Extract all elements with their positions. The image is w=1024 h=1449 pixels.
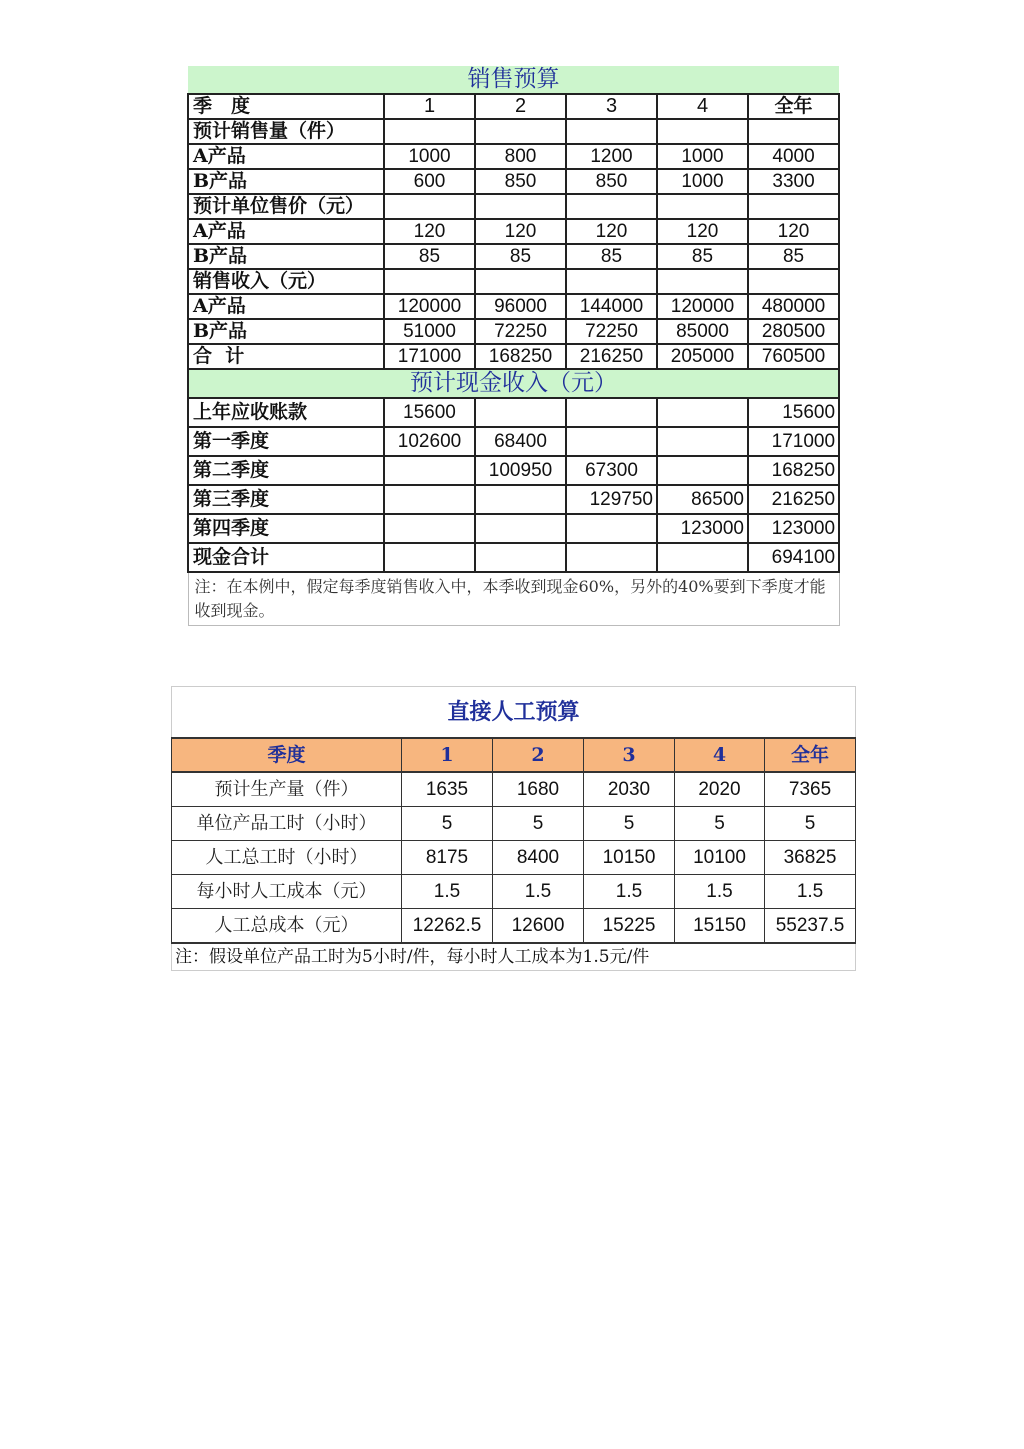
- table-row: [188, 514, 839, 543]
- cell: 36825: [765, 841, 856, 875]
- row-label: A产品: [188, 144, 384, 169]
- cell: 1000: [657, 144, 748, 169]
- cell: 129750: [566, 485, 657, 514]
- row-label: 人工总工时（小时）: [172, 841, 402, 875]
- cell: 102600: [384, 427, 475, 456]
- cell: [475, 543, 566, 572]
- table-row: [188, 319, 839, 344]
- cell: 100950: [475, 456, 566, 485]
- cell: [475, 514, 566, 543]
- cell: 120: [566, 219, 657, 244]
- cell: 120000: [384, 294, 475, 319]
- cell: 760500: [748, 344, 839, 369]
- row-label: 单位产品工时（小时）: [172, 807, 402, 841]
- cell: [384, 543, 475, 572]
- cell: 1.5: [765, 875, 856, 909]
- cell: 1000: [657, 169, 748, 194]
- header-cell: 3: [566, 94, 657, 119]
- cell: 51000: [384, 319, 475, 344]
- total-row: [188, 543, 839, 572]
- cell: 5: [675, 807, 765, 841]
- row-label: A产品: [188, 219, 384, 244]
- cell: 1.5: [584, 875, 675, 909]
- cell: 2030: [584, 772, 675, 807]
- table-row: [188, 169, 839, 194]
- row-label: 预计生产量（件）: [172, 772, 402, 807]
- row-label: B产品: [188, 319, 384, 344]
- cell: 171000: [748, 427, 839, 456]
- table-row: [188, 398, 839, 427]
- cell: 8400: [493, 841, 584, 875]
- cell: 144000: [566, 294, 657, 319]
- section-row: [188, 119, 839, 144]
- cell: 15600: [748, 398, 839, 427]
- sales-budget-table: [187, 66, 840, 626]
- row-label: 每小时人工成本（元）: [172, 875, 402, 909]
- row-label: 上年应收账款: [188, 398, 384, 427]
- cell: 123000: [657, 514, 748, 543]
- cell: 68400: [475, 427, 566, 456]
- cell: 15225: [584, 909, 675, 944]
- sales-header-row: [188, 94, 839, 119]
- cell: 15600: [384, 398, 475, 427]
- cell: 3300: [748, 169, 839, 194]
- row-label: B产品: [188, 244, 384, 269]
- cell: 85: [475, 244, 566, 269]
- cell: 2020: [675, 772, 765, 807]
- table-row: [172, 841, 856, 875]
- cell: 12600: [493, 909, 584, 944]
- cell: 1.5: [493, 875, 584, 909]
- cell: 4000: [748, 144, 839, 169]
- cell: 5: [584, 807, 675, 841]
- cell: 1635: [402, 772, 493, 807]
- row-label: 第三季度: [188, 485, 384, 514]
- section-label: 预计单位售价（元）: [188, 194, 384, 219]
- sales-budget-title: 销售预算: [188, 66, 839, 94]
- cell: 55237.5: [765, 909, 856, 944]
- row-label: 第四季度: [188, 514, 384, 543]
- cell: 5: [402, 807, 493, 841]
- cell: 85: [657, 244, 748, 269]
- cell: 1680: [493, 772, 584, 807]
- row-label: 人工总成本（元）: [172, 909, 402, 944]
- cell: 1200: [566, 144, 657, 169]
- cell: [566, 514, 657, 543]
- labor-header-row: [172, 738, 856, 772]
- section-label: 销售收入（元）: [188, 269, 384, 294]
- cell: 85000: [657, 319, 748, 344]
- cell: 1000: [384, 144, 475, 169]
- cell: [657, 456, 748, 485]
- table-row: [188, 427, 839, 456]
- cell: [475, 398, 566, 427]
- cell: 85: [384, 244, 475, 269]
- table-row: [172, 909, 856, 944]
- cell: [657, 543, 748, 572]
- table-row: [172, 875, 856, 909]
- cell: 120: [384, 219, 475, 244]
- table-row: [188, 485, 839, 514]
- section-label: 预计销售量（件）: [188, 119, 384, 144]
- section-row: [188, 194, 839, 219]
- header-cell: 1: [384, 94, 475, 119]
- header-cell: 全年: [748, 94, 839, 119]
- row-label: 第二季度: [188, 456, 384, 485]
- cell: 800: [475, 144, 566, 169]
- cell: 480000: [748, 294, 839, 319]
- cash-receipts-title: 预计现金收入（元）: [188, 369, 839, 398]
- cell: 850: [566, 169, 657, 194]
- cell: 205000: [657, 344, 748, 369]
- header-cell: 全年: [765, 738, 856, 772]
- table-row: [188, 244, 839, 269]
- header-cell: 2: [493, 738, 584, 772]
- cell: 1.5: [402, 875, 493, 909]
- header-cell: 季 度: [188, 94, 384, 119]
- header-cell: 4: [675, 738, 765, 772]
- table-row: [188, 144, 839, 169]
- table-row: [172, 807, 856, 841]
- cell: 72250: [475, 319, 566, 344]
- labor-budget-table: [171, 686, 856, 971]
- cell: 72250: [566, 319, 657, 344]
- row-label: 合 计: [188, 344, 384, 369]
- cell: 120000: [657, 294, 748, 319]
- cell: 67300: [566, 456, 657, 485]
- cell: [566, 427, 657, 456]
- row-label: B产品: [188, 169, 384, 194]
- cell: [475, 485, 566, 514]
- cell: [384, 485, 475, 514]
- cell: [657, 398, 748, 427]
- labor-note: 注：假设单位产品工时为5小时/件，每小时人工成本为1.5元/件: [172, 943, 856, 971]
- cell: 120: [475, 219, 566, 244]
- cell: 10150: [584, 841, 675, 875]
- cell: [657, 427, 748, 456]
- cell: 7365: [765, 772, 856, 807]
- cell: 86500: [657, 485, 748, 514]
- cell: 123000: [748, 514, 839, 543]
- cell: [566, 398, 657, 427]
- cell: 216250: [566, 344, 657, 369]
- cell: 12262.5: [402, 909, 493, 944]
- cell: 168250: [475, 344, 566, 369]
- total-row: [188, 344, 839, 369]
- cell: 168250: [748, 456, 839, 485]
- cell: 85: [566, 244, 657, 269]
- cell: 85: [748, 244, 839, 269]
- header-cell: 3: [584, 738, 675, 772]
- cell: 600: [384, 169, 475, 194]
- table-row: [172, 772, 856, 807]
- labor-budget-title: 直接人工预算: [172, 687, 856, 739]
- cell: 15150: [675, 909, 765, 944]
- cell: 694100: [748, 543, 839, 572]
- table-row: [188, 294, 839, 319]
- row-label: 第一季度: [188, 427, 384, 456]
- cell: 96000: [475, 294, 566, 319]
- cell: 216250: [748, 485, 839, 514]
- header-cell: 2: [475, 94, 566, 119]
- header-cell: 1: [402, 738, 493, 772]
- cell: [566, 543, 657, 572]
- cell: 10100: [675, 841, 765, 875]
- cash-note: 注：在本例中，假定每季度销售收入中，本季收到现金60%，另外的40%要到下季度才能收到现金。: [188, 572, 839, 626]
- row-label: A产品: [188, 294, 384, 319]
- cell: 5: [765, 807, 856, 841]
- table-row: [188, 219, 839, 244]
- cell: 120: [748, 219, 839, 244]
- cell: 5: [493, 807, 584, 841]
- cell: 280500: [748, 319, 839, 344]
- cell: [384, 514, 475, 543]
- cell: 8175: [402, 841, 493, 875]
- cell: 1.5: [675, 875, 765, 909]
- cell: 171000: [384, 344, 475, 369]
- cell: [384, 456, 475, 485]
- section-row: [188, 269, 839, 294]
- cell: 850: [475, 169, 566, 194]
- row-label: 现金合计: [188, 543, 384, 572]
- table-row: [188, 456, 839, 485]
- cell: 120: [657, 219, 748, 244]
- header-cell: 4: [657, 94, 748, 119]
- header-cell: 季度: [172, 738, 402, 772]
